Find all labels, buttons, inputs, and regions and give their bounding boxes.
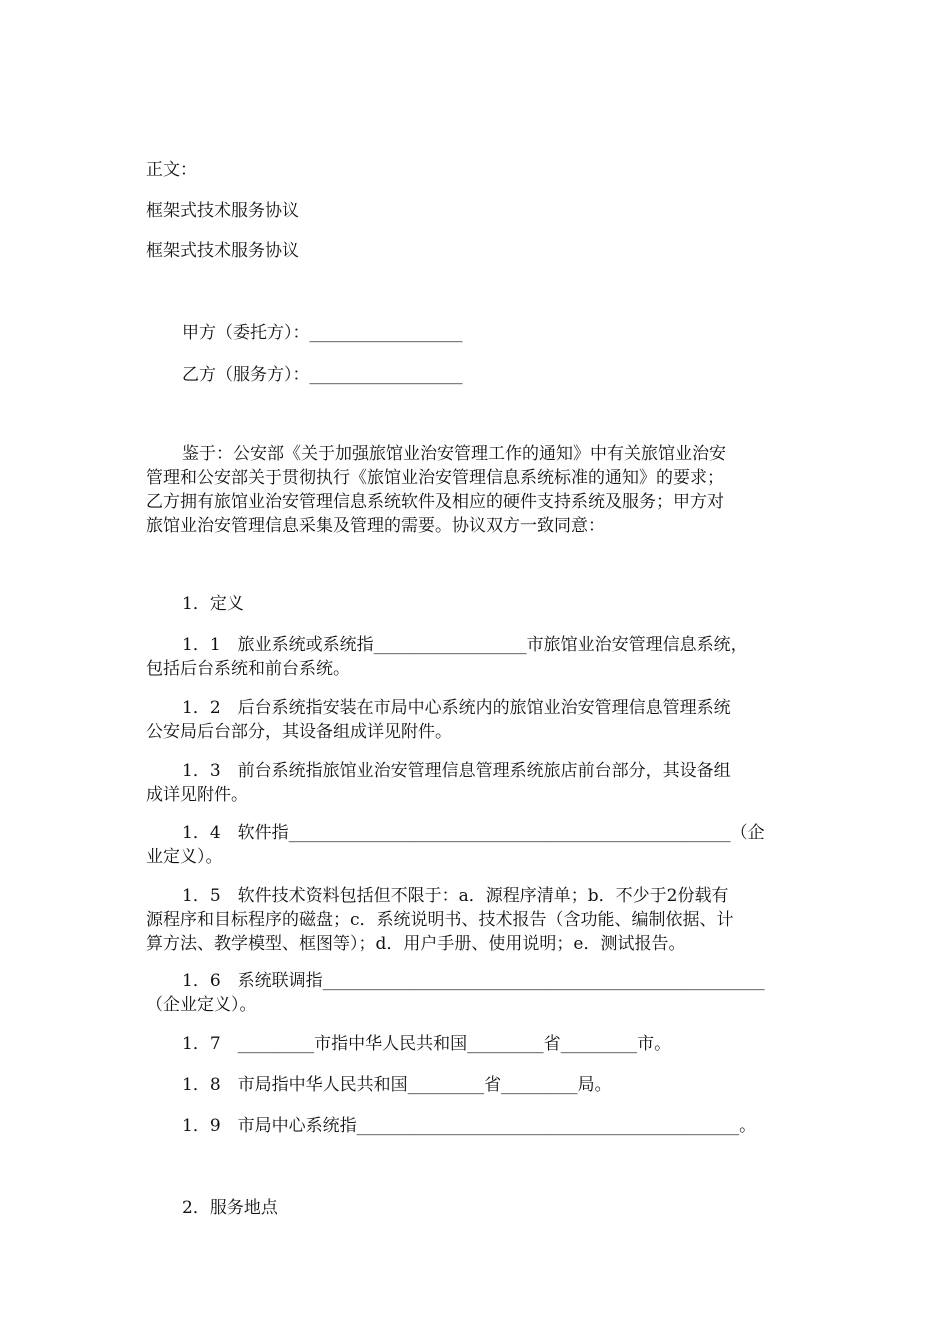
clause-1-2: 1．2 后台系统指安装在市局中心系统内的旅馆业治安管理信息管理系统 公安局后台部分，其设备组成详见附件。 <box>146 698 731 742</box>
clause-1-5: 1．5 软件技术资料包括但不限于：a．源程序清单；b．不少于2份载有 源程序和目标程序的磁盘；c．系统说明书、技术报告（含功能、编制依据、计 算方法、教学模型、框图等）；d．用户手册、使用说明；e．测试报告。 <box>146 886 734 954</box>
clause-1-4: 1．4 软件指____________________________________________________（企 业定义）。 <box>146 823 765 867</box>
clause-1-9: 1．9 市局中心系统指_____________________________________________。 <box>182 1116 757 1136</box>
section-heading-service-location: 2．服务地点 <box>182 1198 278 1218</box>
party-b-line: 乙方（服务方）：__________________ <box>182 365 463 385</box>
preamble-paragraph: 鉴于：公安部《关于加强旅馆业治安管理工作的通知》中有关旅馆业治安 管理和公安部关于贯彻执行《旅馆业治安管理信息系统标准的通知》的要求； 乙方拥有旅馆业治安管理信息系统软件及相应的硬件支持系统及服务；甲方对 旅馆业治安管理信息采集及管理的需要。协议双方一致同意： <box>146 444 726 536</box>
clause-1-8: 1．8 市局指中华人民共和国_________省_________局。 <box>182 1075 612 1095</box>
document-title-repeat: 框架式技术服务协议 <box>146 241 299 261</box>
section-heading-definitions: 1．定义 <box>182 594 244 614</box>
party-a-line: 甲方（委托方）：__________________ <box>182 323 463 343</box>
clause-1-1: 1．1 旅业系统或系统指__________________市旅馆业治安管理信息系统， 包括后台系统和前台系统。 <box>146 635 748 679</box>
clause-1-7: 1．7 _________市指中华人民共和国_________省_________市。 <box>182 1034 672 1054</box>
clause-1-3: 1．3 前台系统指旅馆业治安管理信息管理系统旅店前台部分，其设备组 成详见附件。 <box>146 761 731 805</box>
document-title: 框架式技术服务协议 <box>146 201 299 221</box>
clause-1-6: 1．6 系统联调指____________________________________________________ （企业定义）。 <box>146 971 765 1015</box>
body-label: 正文： <box>146 160 197 180</box>
